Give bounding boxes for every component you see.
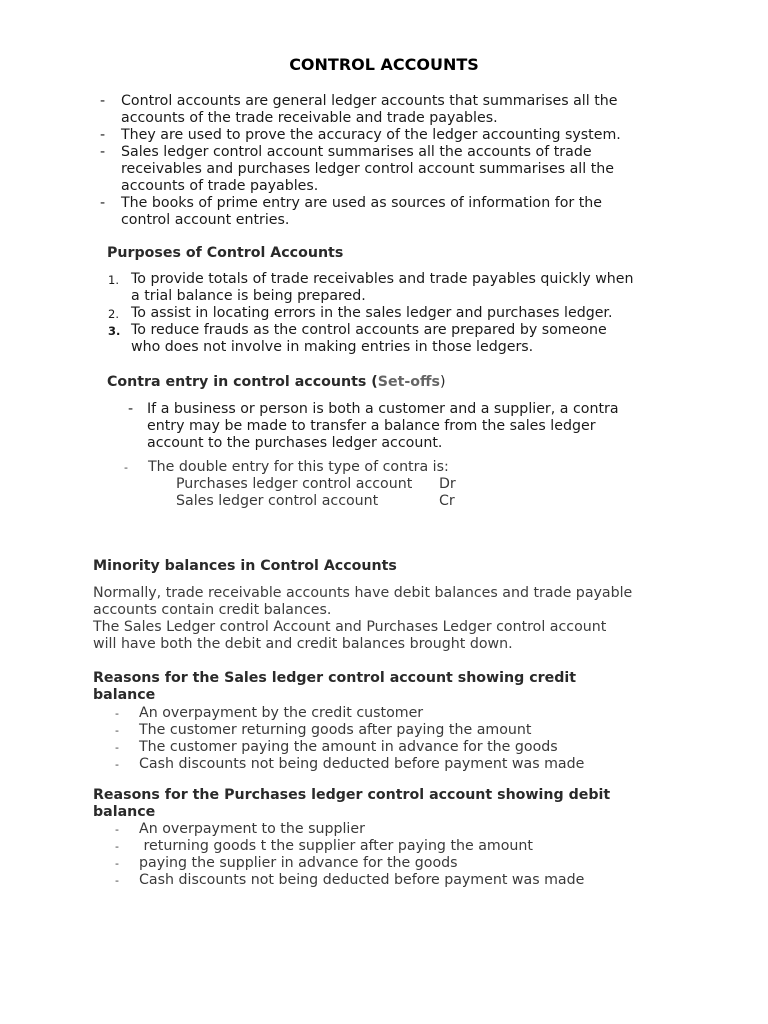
list-item-line: paying the supplier in advance for the goods bbox=[139, 855, 458, 871]
list-item-line: a trial balance is being prepared. bbox=[131, 288, 366, 304]
dash-bullet: - bbox=[115, 874, 119, 887]
list-item bbox=[115, 739, 675, 756]
journal-account: Sales ledger control account bbox=[176, 493, 379, 509]
list-item-line: The books of prime entry are used as sources of information for the bbox=[121, 195, 602, 211]
paragraph-line: accounts contain credit balances. bbox=[93, 602, 332, 618]
paragraph-line: Normally, trade receivable accounts have debit balances and trade payable bbox=[93, 585, 633, 601]
list-item-line: Cash discounts not being deducted before payment was made bbox=[139, 872, 585, 888]
minority-heading: Minority balances in Control Accounts bbox=[93, 558, 397, 574]
heading-line: balance bbox=[93, 804, 156, 820]
list-item bbox=[108, 271, 708, 305]
dash-bullet: - bbox=[100, 144, 106, 160]
list-item-line: If a business or person is both a customer and a supplier, a contra bbox=[147, 401, 619, 417]
list-item-line: Sales ledger control account summarises all the accounts of trade bbox=[121, 144, 592, 160]
list-item-line: The customer returning goods after paying the amount bbox=[139, 722, 532, 738]
purposes-heading: Purposes of Control Accounts bbox=[107, 245, 344, 261]
contra-heading-text: Contra entry in control accounts ( bbox=[107, 374, 378, 390]
paragraph-line: will have both the debit and credit balances brought down. bbox=[93, 636, 513, 652]
list-number: 2. bbox=[108, 307, 119, 321]
list-item-line: entry may be made to transfer a balance from the sales ledger bbox=[147, 418, 596, 434]
contra-list bbox=[128, 401, 688, 452]
intro-list bbox=[100, 93, 700, 229]
list-number: 1. bbox=[108, 273, 119, 287]
list-item-line: The double entry for this type of contra is: bbox=[148, 459, 449, 475]
list-item-line: Cash discounts not being deducted before payment was made bbox=[139, 756, 585, 772]
list-item bbox=[115, 838, 675, 855]
contra-heading-setoffs: Set-offs bbox=[377, 374, 440, 390]
list-item-line: returning goods t the supplier after paying the amount bbox=[139, 838, 533, 854]
list-item bbox=[100, 195, 700, 229]
list-item bbox=[115, 705, 675, 722]
dash-bullet: - bbox=[128, 401, 134, 417]
list-item-line: Control accounts are general ledger accounts that summarises all the bbox=[121, 93, 618, 109]
sales-reasons-list bbox=[115, 705, 675, 773]
list-item-line: They are used to prove the accuracy of the ledger accounting system. bbox=[121, 127, 621, 143]
minority-paragraph bbox=[93, 585, 713, 653]
dash-bullet: - bbox=[115, 758, 119, 771]
list-item-line: To assist in locating errors in the sales ledger and purchases ledger. bbox=[131, 305, 613, 321]
list-number: 3. bbox=[108, 324, 121, 338]
list-item-line: An overpayment by the credit customer bbox=[139, 705, 424, 721]
dash-bullet: - bbox=[124, 461, 128, 474]
dash-bullet: - bbox=[100, 195, 106, 211]
heading-line: Reasons for the Sales ledger control account showing credit bbox=[93, 670, 577, 686]
journal-entry-row bbox=[176, 493, 684, 510]
journal-entry-row bbox=[176, 476, 684, 493]
purchases-reasons-list bbox=[115, 821, 675, 889]
list-item bbox=[100, 127, 700, 144]
list-item-line: account to the purchases ledger account. bbox=[147, 435, 443, 451]
list-item bbox=[115, 821, 675, 838]
heading-line: Reasons for the Purchases ledger control account showing debit bbox=[93, 787, 611, 803]
journal-side: Cr bbox=[439, 493, 455, 509]
dash-bullet: - bbox=[115, 707, 119, 720]
list-item bbox=[115, 722, 675, 739]
journal-side: Dr bbox=[439, 476, 456, 492]
list-item bbox=[108, 305, 708, 322]
dash-bullet: - bbox=[100, 127, 106, 143]
dash-bullet: - bbox=[115, 857, 119, 870]
list-item-line: To provide totals of trade receivables and trade payables quickly when bbox=[131, 271, 634, 287]
list-item bbox=[128, 401, 688, 452]
list-item bbox=[100, 144, 700, 195]
list-item-line: The customer paying the amount in advance for the goods bbox=[139, 739, 558, 755]
purchases-reasons-heading bbox=[93, 787, 610, 821]
list-item bbox=[100, 93, 700, 127]
dash-bullet: - bbox=[100, 93, 106, 109]
dash-bullet: - bbox=[115, 823, 119, 836]
list-item-line: accounts of the trade receivable and trade payables. bbox=[121, 110, 498, 126]
contra-heading bbox=[107, 374, 445, 390]
list-item bbox=[115, 872, 675, 889]
list-item-line: To reduce frauds as the control accounts are prepared by someone bbox=[131, 322, 607, 338]
paragraph-line: The Sales Ledger control Account and Purchases Ledger control account bbox=[93, 619, 607, 635]
heading-line: balance bbox=[93, 687, 156, 703]
list-item bbox=[108, 322, 708, 356]
list-item-line: who does not involve in making entries in those ledgers. bbox=[131, 339, 534, 355]
list-item bbox=[124, 459, 684, 476]
list-item bbox=[115, 855, 675, 872]
journal-account: Purchases ledger control account bbox=[176, 476, 413, 492]
contra-double-entry bbox=[124, 459, 684, 510]
list-item-line: accounts of trade payables. bbox=[121, 178, 319, 194]
contra-heading-close: ) bbox=[439, 374, 446, 390]
dash-bullet: - bbox=[115, 724, 119, 737]
purposes-list bbox=[108, 271, 708, 356]
sales-reasons-heading bbox=[93, 670, 576, 704]
list-item-line: An overpayment to the supplier bbox=[139, 821, 365, 837]
dash-bullet: - bbox=[115, 840, 119, 853]
page-title: CONTROL ACCOUNTS bbox=[289, 55, 479, 74]
list-item bbox=[115, 756, 675, 773]
list-item-line: control account entries. bbox=[121, 212, 290, 228]
dash-bullet: - bbox=[115, 741, 119, 754]
list-item-line: receivables and purchases ledger control account summarises all the bbox=[121, 161, 614, 177]
